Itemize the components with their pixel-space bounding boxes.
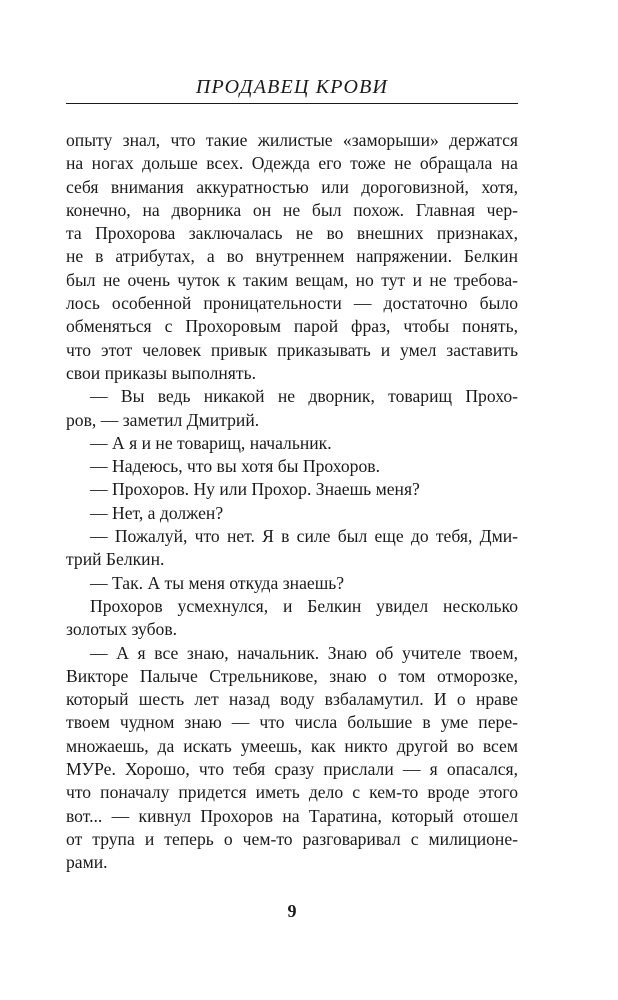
text-line: — Так. А ты меня откуда знаешь? bbox=[90, 572, 345, 593]
running-title: ПРОДАВЕЦ КРОВИ bbox=[195, 76, 389, 98]
text-line: лось особенной проницательности — достаточно было bbox=[66, 293, 518, 314]
text-line: ров, — заметил Дмитрий. bbox=[66, 409, 260, 430]
text-line: конечно, на дворника он не был похож. Главная чер- bbox=[66, 199, 518, 220]
text-line: на ногах дольше всех. Одежда его тоже не обращала на bbox=[66, 153, 518, 174]
header-rule bbox=[66, 103, 518, 104]
text-line: рами. bbox=[66, 852, 108, 873]
text-line: который шесть лет назад воду взбаламутил. И о нраве bbox=[66, 689, 518, 710]
text-line: та Прохорова заключалась не во внешних признаках, bbox=[66, 223, 518, 244]
text-line: Викторе Палыче Стрельникове, знаю о том отморозке, bbox=[66, 665, 518, 686]
text-line: что поначалу придется иметь дело с кем-то вроде этого bbox=[66, 782, 518, 803]
text-line: вот... — кивнул Прохоров на Таратина, который отошел bbox=[66, 805, 518, 826]
text-line: Прохоров усмехнулся, и Белкин увидел несколько bbox=[90, 595, 518, 616]
text-line: множаешь, да искать умеешь, как никто другой во всем bbox=[66, 735, 518, 756]
text-line: — Нет, а должен? bbox=[90, 502, 224, 523]
text-line: себя внимания аккуратностью или дороговизной, хотя, bbox=[66, 176, 518, 197]
text-line: — Пожалуй, что нет. Я в силе был еще до тебя, Дми- bbox=[90, 526, 518, 547]
text-line: — Прохоров. Ну или Прохор. Знаешь меня? bbox=[90, 479, 420, 500]
text-line: — А я все знаю, начальник. Знаю об учителе твоем, bbox=[90, 642, 518, 663]
text-line: золотых зубов. bbox=[66, 619, 178, 640]
text-line: был не очень чуток к таким вещам, но тут и не требова- bbox=[66, 269, 518, 290]
text-line: от трупа и теперь о чем-то разговаривал с милиционе- bbox=[66, 828, 518, 849]
text-line: — А я и не товарищ, начальник. bbox=[90, 432, 332, 453]
text-line: твоем чудном знаю — что числа большие в уме пере- bbox=[66, 712, 518, 733]
page-number: 9 bbox=[287, 901, 297, 921]
text-line: что этот человек привык приказывать и умел заставить bbox=[66, 339, 518, 360]
text-line: трий Белкин. bbox=[66, 549, 165, 570]
text-line: опыту знал, что такие жилистые «заморыши» держатся bbox=[66, 130, 518, 150]
text-line: не в атрибутах, а во внутреннем напряжении. Белкин bbox=[66, 246, 518, 267]
text-line: свои приказы выполнять. bbox=[66, 362, 257, 383]
body-text bbox=[66, 129, 518, 875]
text-line: — Вы ведь никакой не дворник, товарищ Прохо- bbox=[90, 386, 518, 407]
text-line: обменяться с Прохоровым парой фраз, чтобы понять, bbox=[66, 316, 518, 337]
text-line: МУРе. Хорошо, что тебя сразу прислали — я опасался, bbox=[66, 759, 518, 780]
text-line: — Надеюсь, что вы хотя бы Прохоров. bbox=[90, 456, 380, 477]
